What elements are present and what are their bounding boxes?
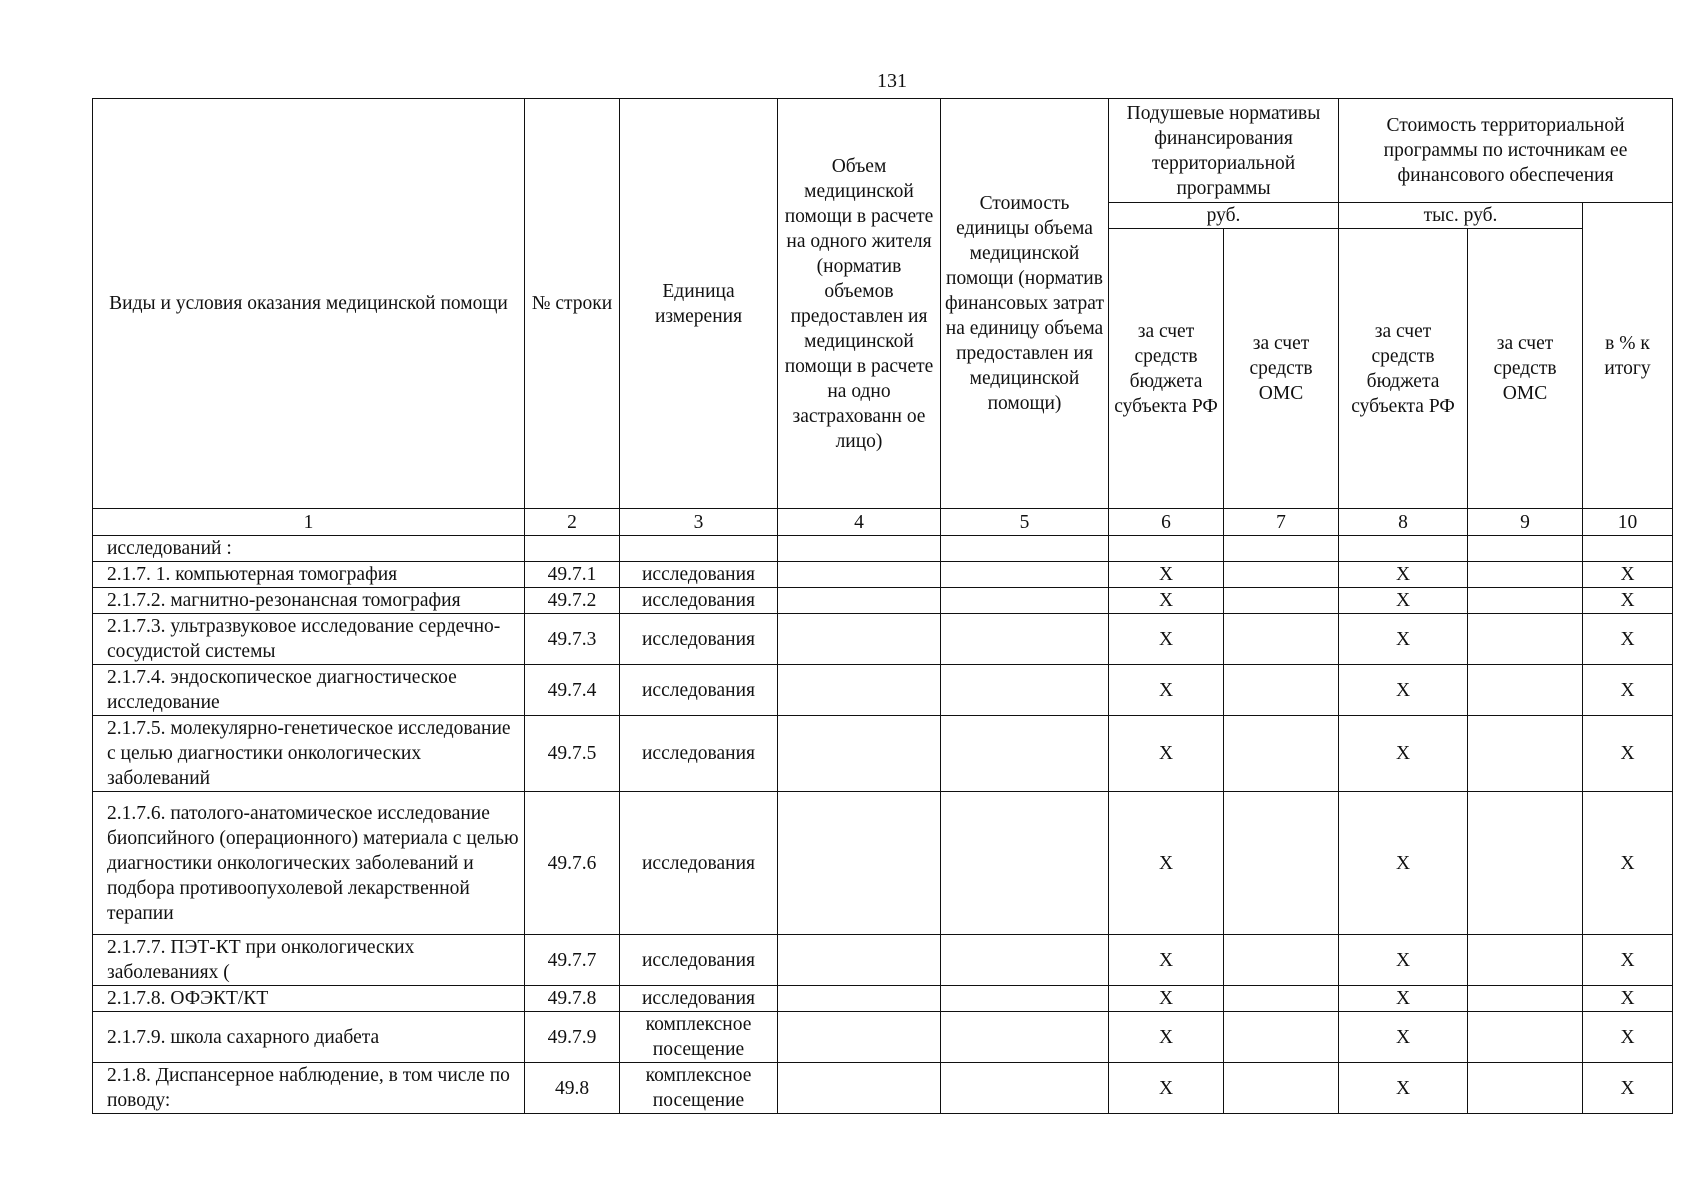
row-oms-rub bbox=[1224, 665, 1339, 716]
row-unit-cost bbox=[941, 536, 1109, 562]
row-line-number: 49.7.1 bbox=[525, 562, 620, 588]
row-volume bbox=[778, 986, 941, 1012]
row-budget-thousand: Х bbox=[1339, 935, 1468, 986]
row-unit: комплексное посещение bbox=[620, 1063, 778, 1114]
header-group-per-capita: Подушевые нормативы финансирования территориальной программы bbox=[1109, 99, 1339, 203]
row-unit: исследования bbox=[620, 614, 778, 665]
row-line-number: 49.7.9 bbox=[525, 1012, 620, 1063]
row-unit: исследования bbox=[620, 935, 778, 986]
column-number: 3 bbox=[620, 509, 778, 536]
header-unit-rub: руб. bbox=[1109, 203, 1339, 229]
table-row bbox=[93, 1012, 1673, 1063]
table-row bbox=[93, 588, 1673, 614]
column-number: 1 bbox=[93, 509, 525, 536]
row-volume bbox=[778, 614, 941, 665]
row-unit: исследования bbox=[620, 588, 778, 614]
table-row bbox=[93, 665, 1673, 716]
row-budget-thousand: Х bbox=[1339, 1012, 1468, 1063]
row-name: 2.1.8. Диспансерное наблюдение, в том числе по поводу: bbox=[93, 1063, 525, 1114]
row-unit bbox=[620, 536, 778, 562]
row-oms-thousand bbox=[1468, 1012, 1583, 1063]
table-row bbox=[93, 935, 1673, 986]
row-oms-rub bbox=[1224, 588, 1339, 614]
row-oms-thousand bbox=[1468, 792, 1583, 935]
table-row bbox=[93, 792, 1673, 935]
row-oms-rub bbox=[1224, 1063, 1339, 1114]
table-row bbox=[93, 562, 1673, 588]
header-oms-thousand: за счет средств ОМС bbox=[1468, 229, 1583, 509]
row-name: 2.1.7.2. магнитно-резонансная томография bbox=[93, 588, 525, 614]
table-row bbox=[93, 536, 1673, 562]
row-volume bbox=[778, 935, 941, 986]
column-number: 5 bbox=[941, 509, 1109, 536]
row-oms-rub bbox=[1224, 614, 1339, 665]
header-types-of-care: Виды и условия оказания медицинской помощи bbox=[93, 99, 525, 509]
row-unit-cost bbox=[941, 1012, 1109, 1063]
header-unit-thousand-rub: тыс. руб. bbox=[1339, 203, 1583, 229]
row-volume bbox=[778, 1012, 941, 1063]
header-line-number: № строки bbox=[525, 99, 620, 509]
row-name: 2.1.7.7. ПЭТ-КТ при онкологических заболеваниях ( bbox=[93, 935, 525, 986]
table-row bbox=[93, 614, 1673, 665]
row-volume bbox=[778, 1063, 941, 1114]
row-volume bbox=[778, 562, 941, 588]
row-volume bbox=[778, 588, 941, 614]
column-number: 4 bbox=[778, 509, 941, 536]
row-oms-thousand bbox=[1468, 716, 1583, 792]
row-unit-cost bbox=[941, 716, 1109, 792]
row-oms-rub bbox=[1224, 536, 1339, 562]
row-line-number: 49.7.7 bbox=[525, 935, 620, 986]
header-group-program-cost: Стоимость территориальной программы по источникам ее финансового обеспечения bbox=[1339, 99, 1673, 203]
row-oms-thousand bbox=[1468, 536, 1583, 562]
column-number: 10 bbox=[1583, 509, 1673, 536]
row-line-number: 49.7.6 bbox=[525, 792, 620, 935]
row-budget-thousand: Х bbox=[1339, 986, 1468, 1012]
row-oms-rub bbox=[1224, 986, 1339, 1012]
row-oms-rub bbox=[1224, 1012, 1339, 1063]
row-oms-rub bbox=[1224, 935, 1339, 986]
column-number: 2 bbox=[525, 509, 620, 536]
row-oms-thousand bbox=[1468, 588, 1583, 614]
row-unit-cost bbox=[941, 588, 1109, 614]
row-percent: Х bbox=[1583, 986, 1673, 1012]
header-volume: Объем медицинской помощи в расчете на одного жителя (норматив объемов предоставлен ия медицинской помощи в расчете на одно застрахованн ое лицо) bbox=[778, 99, 941, 509]
header-percent-of-total: в % к итогу bbox=[1583, 203, 1673, 509]
header-unit-cost: Стоимость единицы объема медицинской помощи (норматив финансовых затрат на единицу объема предоставлен ия медицинской помощи) bbox=[941, 99, 1109, 509]
table-row bbox=[93, 986, 1673, 1012]
row-line-number: 49.8 bbox=[525, 1063, 620, 1114]
row-volume bbox=[778, 792, 941, 935]
row-budget-rub: Х bbox=[1109, 1063, 1224, 1114]
row-oms-thousand bbox=[1468, 935, 1583, 986]
row-unit-cost bbox=[941, 1063, 1109, 1114]
row-budget-rub: Х bbox=[1109, 792, 1224, 935]
row-percent bbox=[1583, 536, 1673, 562]
row-name: 2.1.7.6. патолого-анатомическое исследование биопсийного (операционного) материала с целью диагностики онкологических заболеваний и подбора противоопухолевой лекарственной терапии bbox=[93, 792, 525, 935]
row-unit-cost bbox=[941, 935, 1109, 986]
row-volume bbox=[778, 536, 941, 562]
row-oms-thousand bbox=[1468, 665, 1583, 716]
row-oms-rub bbox=[1224, 792, 1339, 935]
row-name: 2.1.7.5. молекулярно-генетическое исследование с целью диагностики онкологических заболеваний bbox=[93, 716, 525, 792]
row-budget-thousand: Х bbox=[1339, 665, 1468, 716]
row-budget-rub: Х bbox=[1109, 986, 1224, 1012]
row-budget-rub: Х bbox=[1109, 716, 1224, 792]
row-budget-thousand: Х bbox=[1339, 588, 1468, 614]
row-line-number: 49.7.8 bbox=[525, 986, 620, 1012]
row-line-number bbox=[525, 536, 620, 562]
table-row bbox=[93, 716, 1673, 792]
row-volume bbox=[778, 716, 941, 792]
row-line-number: 49.7.4 bbox=[525, 665, 620, 716]
row-budget-thousand: Х bbox=[1339, 792, 1468, 935]
row-budget-rub: Х bbox=[1109, 665, 1224, 716]
row-unit: исследования bbox=[620, 986, 778, 1012]
row-budget-thousand bbox=[1339, 536, 1468, 562]
row-budget-rub: Х bbox=[1109, 1012, 1224, 1063]
row-budget-rub bbox=[1109, 536, 1224, 562]
row-budget-thousand: Х bbox=[1339, 1063, 1468, 1114]
financing-table bbox=[92, 98, 1673, 1114]
row-percent: Х bbox=[1583, 1012, 1673, 1063]
row-unit-cost bbox=[941, 562, 1109, 588]
row-name: исследований : bbox=[93, 536, 525, 562]
row-oms-thousand bbox=[1468, 562, 1583, 588]
row-name: 2.1.7.3. ультразвуковое исследование сердечно-сосудистой системы bbox=[93, 614, 525, 665]
row-percent: Х bbox=[1583, 716, 1673, 792]
row-percent: Х bbox=[1583, 562, 1673, 588]
row-unit-cost bbox=[941, 665, 1109, 716]
row-unit-cost bbox=[941, 986, 1109, 1012]
header-unit: Единица измерения bbox=[620, 99, 778, 509]
column-number: 8 bbox=[1339, 509, 1468, 536]
row-budget-rub: Х bbox=[1109, 614, 1224, 665]
row-unit: исследования bbox=[620, 562, 778, 588]
row-percent: Х bbox=[1583, 665, 1673, 716]
row-line-number: 49.7.3 bbox=[525, 614, 620, 665]
row-name: 2.1.7.8. ОФЭКТ/КТ bbox=[93, 986, 525, 1012]
row-oms-thousand bbox=[1468, 1063, 1583, 1114]
row-percent: Х bbox=[1583, 935, 1673, 986]
row-unit: комплексное посещение bbox=[620, 1012, 778, 1063]
column-number: 6 bbox=[1109, 509, 1224, 536]
row-oms-rub bbox=[1224, 716, 1339, 792]
row-percent: Х bbox=[1583, 614, 1673, 665]
row-percent: Х bbox=[1583, 1063, 1673, 1114]
row-budget-thousand: Х bbox=[1339, 614, 1468, 665]
table-row bbox=[93, 1063, 1673, 1114]
header-budget-rub: за счет средств бюджета субъекта РФ bbox=[1109, 229, 1224, 509]
row-name: 2.1.7.4. эндоскопическое диагностическое исследование bbox=[93, 665, 525, 716]
row-oms-thousand bbox=[1468, 614, 1583, 665]
row-oms-thousand bbox=[1468, 986, 1583, 1012]
row-line-number: 49.7.2 bbox=[525, 588, 620, 614]
column-number: 9 bbox=[1468, 509, 1583, 536]
row-budget-rub: Х bbox=[1109, 588, 1224, 614]
header-oms-rub: за счет средств ОМС bbox=[1224, 229, 1339, 509]
row-budget-thousand: Х bbox=[1339, 562, 1468, 588]
row-percent: Х bbox=[1583, 792, 1673, 935]
column-number: 7 bbox=[1224, 509, 1339, 536]
page-number: 131 bbox=[877, 70, 907, 92]
row-name: 2.1.7.9. школа сахарного диабета bbox=[93, 1012, 525, 1063]
row-name: 2.1.7. 1. компьютерная томография bbox=[93, 562, 525, 588]
row-percent: Х bbox=[1583, 588, 1673, 614]
row-budget-thousand: Х bbox=[1339, 716, 1468, 792]
row-unit-cost bbox=[941, 792, 1109, 935]
column-number-row bbox=[93, 509, 1673, 536]
row-unit: исследования bbox=[620, 716, 778, 792]
row-unit: исследования bbox=[620, 792, 778, 935]
row-unit: исследования bbox=[620, 665, 778, 716]
row-volume bbox=[778, 665, 941, 716]
header-budget-thousand: за счет средств бюджета субъекта РФ bbox=[1339, 229, 1468, 509]
row-budget-rub: Х bbox=[1109, 562, 1224, 588]
row-oms-rub bbox=[1224, 562, 1339, 588]
row-line-number: 49.7.5 bbox=[525, 716, 620, 792]
row-budget-rub: Х bbox=[1109, 935, 1224, 986]
row-unit-cost bbox=[941, 614, 1109, 665]
